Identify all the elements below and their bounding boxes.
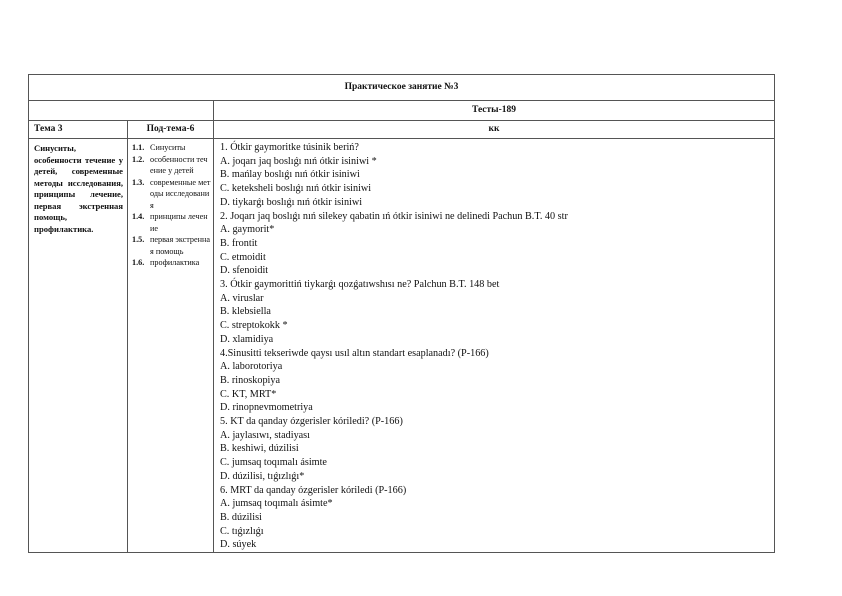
question-line: B. dúzilisi — [220, 511, 262, 523]
subtopic-item — [132, 234, 211, 257]
subtopic-text: Синуситы — [150, 143, 186, 152]
podtema-label: Под-тема-6 — [128, 121, 214, 139]
question-line: 5. KT da qanday ózgerisler kóriledi? (P-166) — [220, 416, 403, 428]
question-line: B. mańlay boslıǵı nıń ótkir isiniwi — [220, 169, 360, 181]
question-line: C. KT, MRT* — [220, 388, 277, 400]
tests-blank-cell — [29, 101, 214, 121]
question-line: C. etmoidit — [220, 251, 266, 263]
question-line: D. dúzilisi, tıǵızlıǵı* — [220, 470, 305, 482]
subtopic-item — [132, 177, 211, 212]
subtopic-number: 1.4. — [132, 212, 145, 221]
subtopic-text: первая экстренная помощь — [150, 235, 211, 256]
question-line: D. súyek — [220, 539, 257, 551]
question-line: A. laborotoriya — [220, 361, 283, 373]
lesson-table — [28, 74, 775, 553]
subtopic-item — [132, 154, 211, 177]
subtopic-number: 1.5. — [132, 235, 145, 244]
question-line: C. tıǵızlıǵı — [220, 525, 264, 537]
title-row — [29, 75, 775, 101]
question-line: A. gaymorit* — [220, 224, 275, 236]
question-line: A. jaylasıwı, stadiyası — [220, 429, 310, 441]
kk-label: кк — [214, 121, 775, 139]
question-line: C. streptokokk * — [220, 320, 288, 332]
question-line: 4.Sinusitti tekseriwde qaysı usıl altın standart esaplanadı? (P-166) — [220, 347, 489, 359]
question-line: B. klebsiella — [220, 306, 271, 318]
subtopic-number: 1.2. — [132, 154, 145, 164]
question-line: 6. MRT da qanday ózgerisler kóriledi (P-166) — [220, 484, 407, 496]
content-row — [29, 139, 775, 553]
question-line: A. viruslar — [220, 292, 264, 304]
question-line: C. jumsaq toqımalı ásimte — [220, 457, 327, 469]
question-line: 1. Ótkir gaymoritke túsinik beriń? — [220, 142, 359, 153]
document-title: Практическое занятие №3 — [29, 75, 775, 101]
tests-row — [29, 101, 775, 121]
subtopic-item — [132, 257, 211, 269]
subtopic-text: современные методы исследования — [150, 177, 211, 210]
tema-label: Тема 3 — [29, 121, 128, 139]
question-line: D. tiykarǵı boslıǵı nıń ótkir isiniwi — [220, 196, 363, 208]
subtopic-item — [132, 211, 211, 234]
topic-text: Синуситы, особенности течение у детей, современные методы исследования, принципы лечение, первая экстренная помощь, профилактика. — [29, 139, 128, 553]
question-line: 2. Joqarı jaq boslıǵı nıń silekey qabatin ıń ótkir isiniwi ne delinedi Pachun B.T. 40 str — [220, 210, 568, 222]
subtopic-number: 1.6. — [132, 258, 145, 267]
question-line: D. xlamidiya — [220, 333, 274, 345]
question-line: D. rinopnevmometriya — [220, 402, 313, 414]
subtopic-number: 1.3. — [132, 177, 145, 187]
tests-header: Тесты-189 — [214, 101, 775, 121]
question-line: B. rinoskopiya — [220, 374, 280, 386]
subtopic-text: профилактика — [150, 258, 200, 267]
subtopic-text: принципы лечение — [150, 212, 208, 233]
subtopic-item — [132, 142, 211, 154]
question-line: D. sfenoidit — [220, 265, 269, 277]
subtopics-cell — [128, 139, 214, 553]
question-line: B. keshiwi, dúzilisi — [220, 443, 299, 455]
question-line: A. joqarı jaq boslıǵı nıń ótkir isiniwi * — [220, 155, 377, 167]
subtopic-text: особенности течение у детей — [150, 154, 208, 175]
question-line: 3. Ótkir gaymorittiń tiykarǵı qozǵatıwshısı ne? Palchun B.T. 148 bet — [220, 279, 500, 291]
subtopic-number: 1.1. — [132, 143, 145, 152]
labels-row — [29, 121, 775, 139]
question-line: B. frontit — [220, 237, 258, 249]
question-line: C. keteksheli boslıǵı nıń ótkir isiniwi — [220, 183, 372, 195]
questions-cell — [214, 139, 775, 553]
question-line: A. jumsaq toqımalı ásimte* — [220, 498, 333, 510]
